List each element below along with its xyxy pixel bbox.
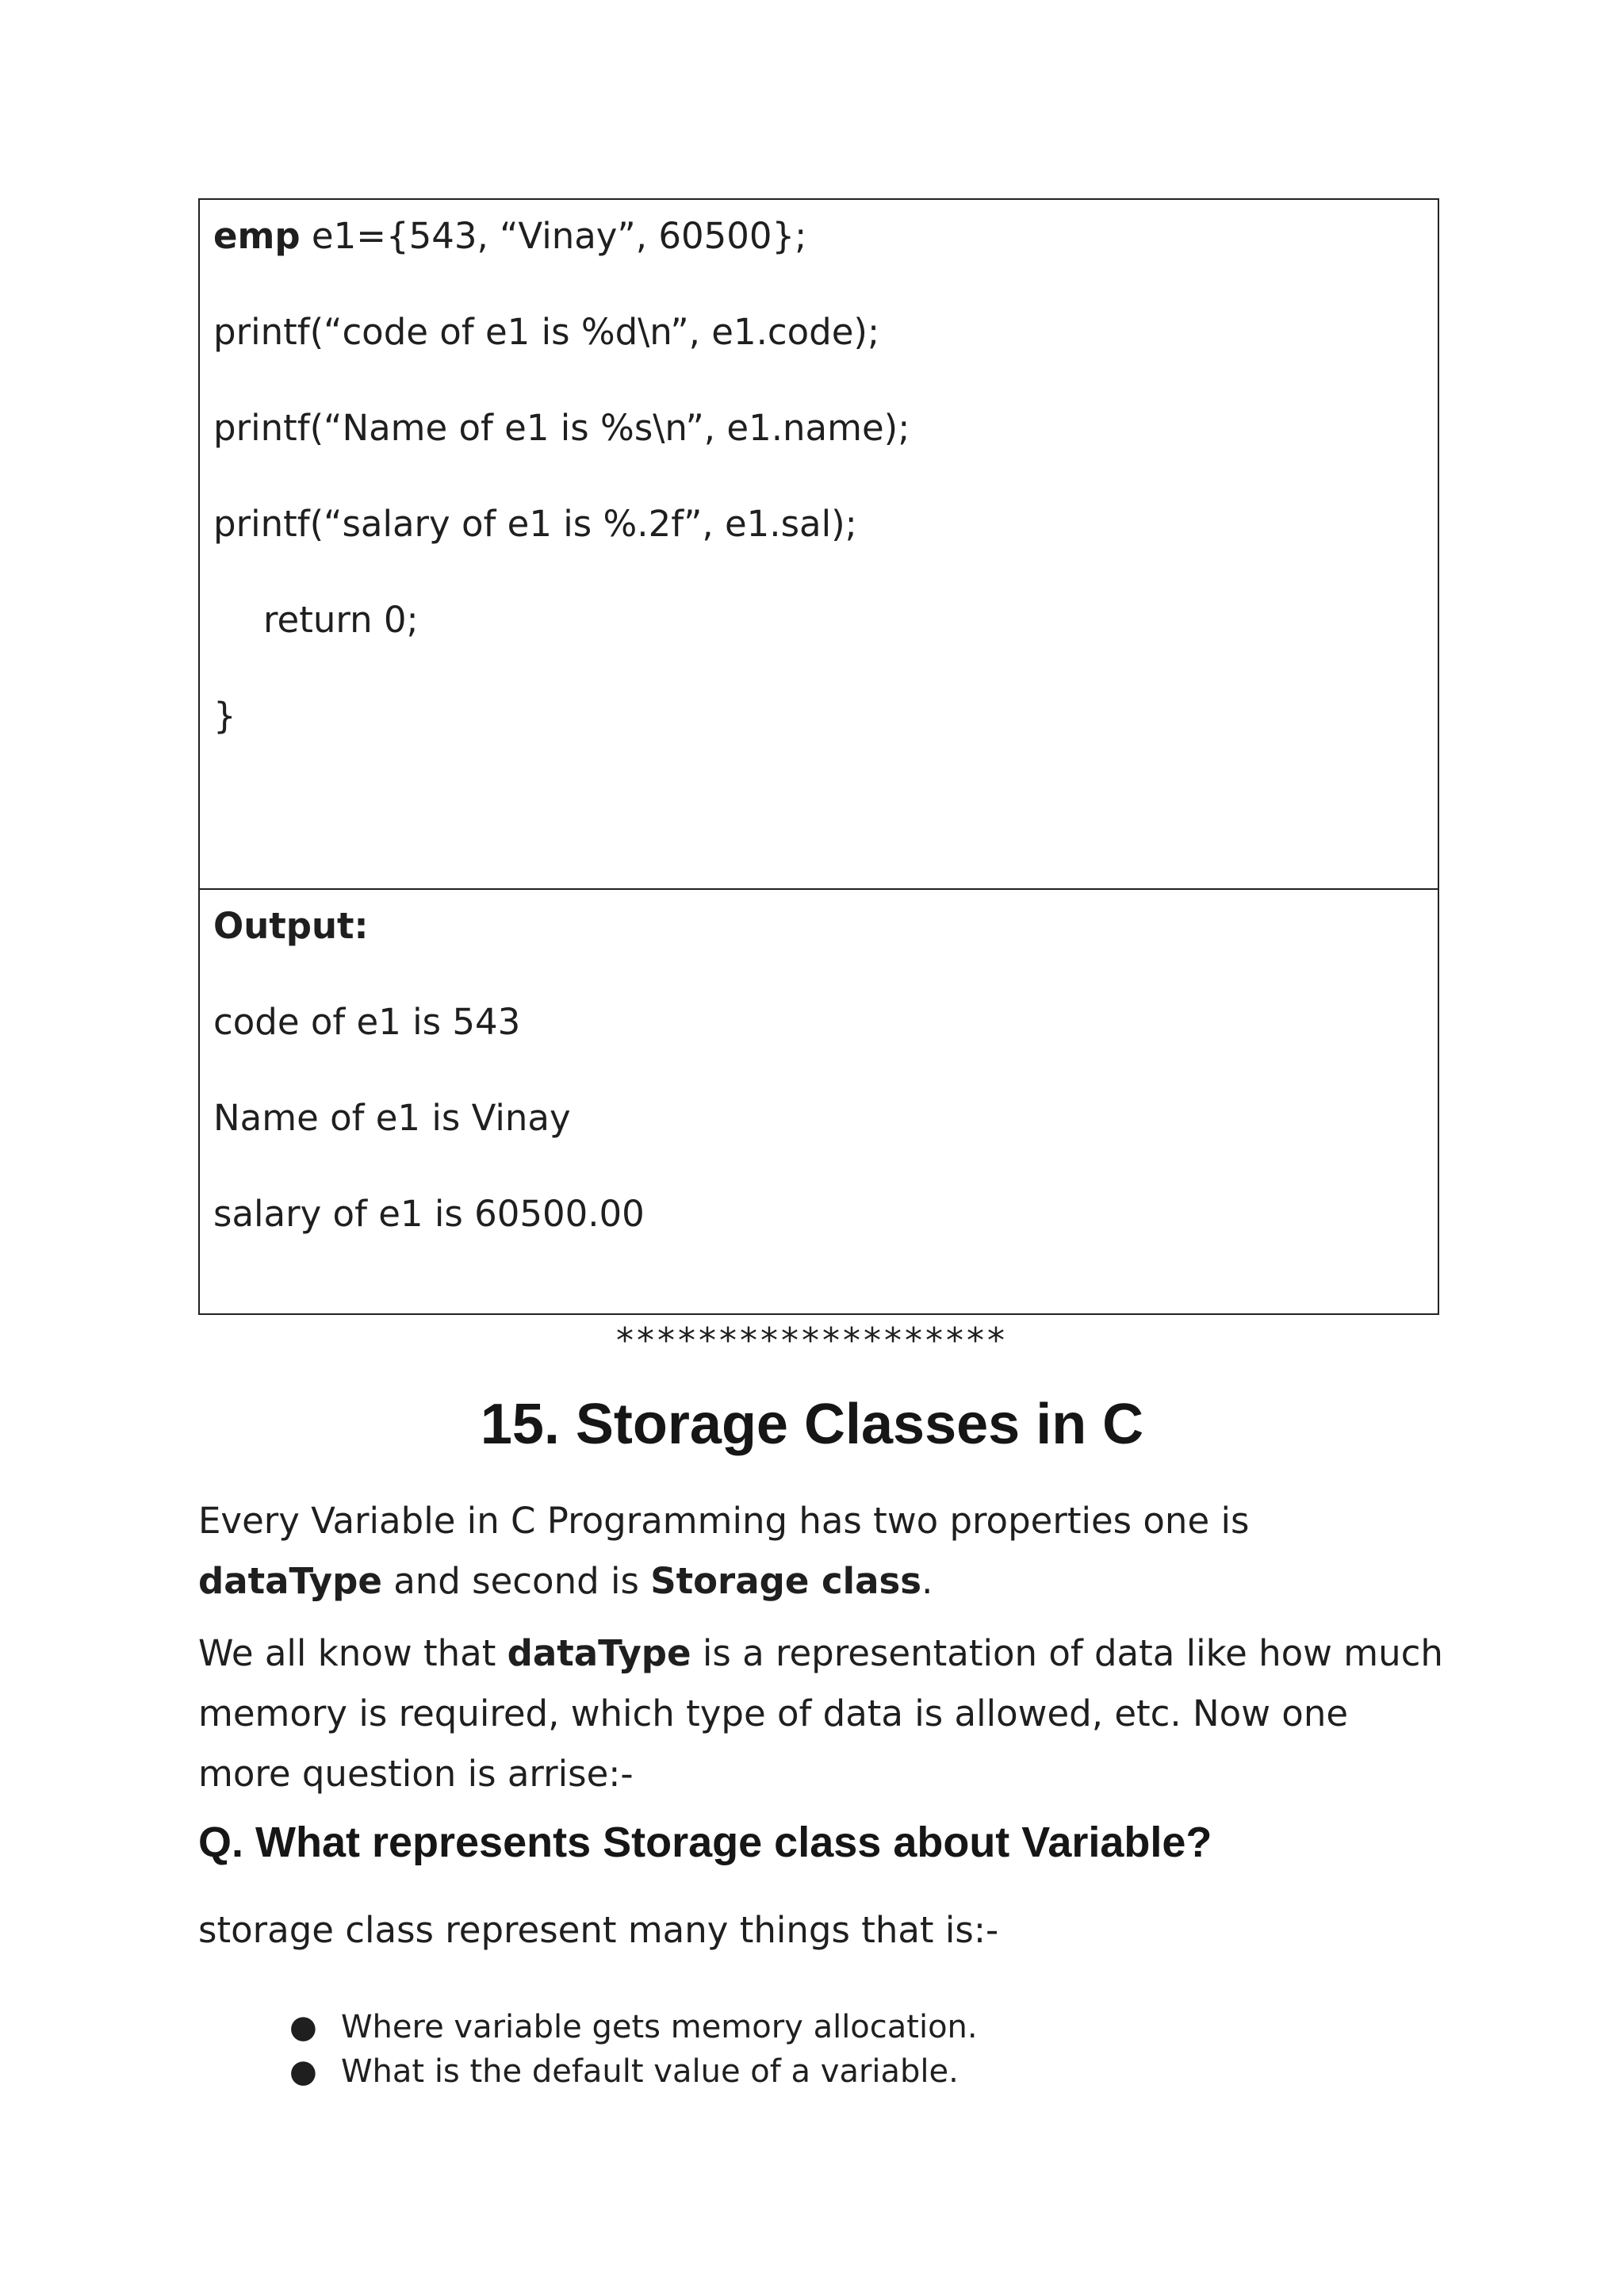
paragraph-storage-class: storage class represent many things that is:- [198,1909,999,1951]
code-example-table [198,198,1439,1315]
paragraph-datatype: We all know that dataType is a representation of data like how much memory is required, which type of data is allowed, etc. Now one more question is arrise:- [198,1632,1443,1795]
code-line: printf(“Name of e1 is %s\n”, e1.name); [213,407,910,449]
bullet-icon: ● [289,2053,317,2090]
output-line: Name of e1 is Vinay [213,1097,571,1139]
code-line: printf(“salary of e1 is %.2f”, e1.sal); [213,503,857,545]
list-item: ● Where variable gets memory allocation. [285,2005,978,2049]
list-item: ● What is the default value of a variable. [285,2049,978,2094]
code-line: emp e1={543, “Vinay”, 60500}; [213,215,807,257]
code-cell [200,200,1438,890]
paragraph-intro: Every Variable in C Programming has two properties one is dataType and second is Storage class. [198,1500,1250,1602]
output-line: code of e1 is 543 [213,1001,521,1043]
output-cell [200,890,1438,1313]
bullet-icon: ● [289,2009,317,2045]
separator-stars: ******************* [616,1320,1008,1361]
code-line: } [213,695,236,737]
bullet-list [285,2005,978,2094]
question-heading: Q. What represents Storage class about Variable? [198,1819,1212,1866]
code-line: printf(“code of e1 is %d\n”, e1.code); [213,311,880,353]
section-title: 15. Storage Classes in C [480,1393,1144,1456]
code-line: return 0; [263,599,419,641]
output-line: salary of e1 is 60500.00 [213,1193,645,1235]
output-label: Output: [213,905,369,947]
